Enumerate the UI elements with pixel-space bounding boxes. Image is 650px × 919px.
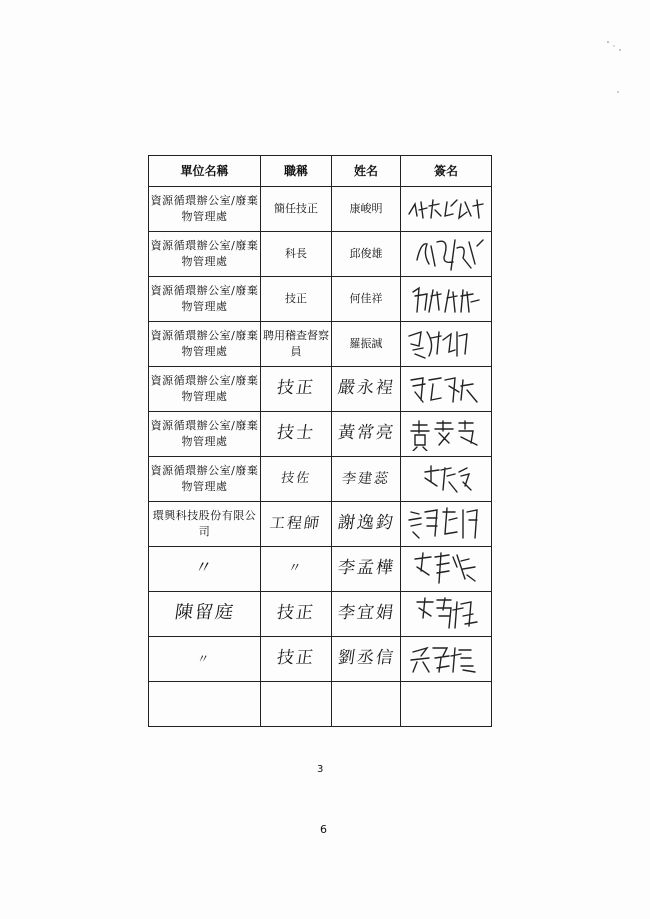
table-header-row — [149, 156, 492, 187]
signature-cell — [401, 682, 492, 727]
name-cell — [332, 412, 401, 457]
name-cell — [332, 502, 401, 547]
unit-cell: 資源循環辦公室/廢棄物管理處 — [149, 277, 261, 322]
handwritten-title: 技士 — [275, 423, 317, 443]
title-cell — [261, 637, 332, 682]
signature-cell — [401, 367, 492, 412]
header-title: 職稱 — [261, 156, 332, 187]
handwritten-name: 謝逸鈞 — [336, 513, 396, 533]
signature-cell — [401, 457, 492, 502]
unit-cell — [149, 682, 261, 727]
handwritten-signature — [405, 549, 487, 589]
unit-cell: 資源循環辦公室/廢棄物管理處 — [149, 322, 261, 367]
handwritten-title: 技佐 — [280, 471, 313, 486]
signature-table — [148, 155, 492, 727]
handwritten-ditto-mark: 〃 — [287, 561, 305, 576]
unit-cell: 資源循環辦公室/廢棄物管理處 — [149, 412, 261, 457]
name-cell — [332, 457, 401, 502]
name-cell — [332, 367, 401, 412]
title-cell: 簡任技正 — [261, 187, 332, 232]
title-cell — [261, 457, 332, 502]
handwritten-name: 李建蕊 — [340, 470, 392, 487]
scan-specks — [600, 40, 640, 100]
header-name: 姓名 — [332, 156, 401, 187]
signature-cell — [401, 547, 492, 592]
signature-cell — [401, 637, 492, 682]
table-row — [149, 547, 492, 592]
signature-cell — [401, 592, 492, 637]
handwritten-name: 黃常亮 — [336, 423, 396, 443]
title-cell — [261, 502, 332, 547]
name-cell: 何佳祥 — [332, 277, 401, 322]
handwritten-name: 劉丞信 — [336, 648, 396, 668]
table-row — [149, 322, 492, 367]
handwritten-signature — [405, 417, 487, 451]
title-cell — [261, 367, 332, 412]
handwritten-ditto-mark: 〃 — [193, 558, 216, 578]
handwritten-signature — [405, 192, 487, 226]
table-row — [149, 502, 492, 547]
unit-cell — [149, 547, 261, 592]
title-cell — [261, 592, 332, 637]
handwritten-signature — [405, 372, 487, 406]
title-cell: 科長 — [261, 232, 332, 277]
table-row — [149, 412, 492, 457]
title-cell: 聘用稽查督察員 — [261, 322, 332, 367]
name-cell: 康峻明 — [332, 187, 401, 232]
handwritten-title: 工程師 — [269, 514, 323, 532]
handwritten-signature — [405, 504, 487, 544]
handwritten-ditto-mark: 〃 — [196, 651, 213, 666]
handwritten-name: 嚴永裎 — [336, 378, 396, 398]
signature-cell — [401, 412, 492, 457]
handwritten-title: 技正 — [275, 603, 317, 623]
table-row — [149, 232, 492, 277]
signature-cell — [401, 187, 492, 232]
unit-cell: 資源循環辦公室/廢棄物管理處 — [149, 187, 261, 232]
header-signature: 簽名 — [401, 156, 492, 187]
inner-page-number: 3 — [317, 764, 324, 775]
signature-cell — [401, 277, 492, 322]
unit-cell: 環興科技股份有限公司 — [149, 502, 261, 547]
table-row — [149, 682, 492, 727]
handwritten-name: 李孟樺 — [336, 558, 396, 578]
handwritten-title: 技正 — [275, 648, 317, 668]
unit-cell: 資源循環辦公室/廢棄物管理處 — [149, 457, 261, 502]
outer-page-number: 6 — [320, 823, 327, 836]
signature-cell — [401, 232, 492, 277]
handwritten-signature — [405, 234, 487, 274]
name-cell — [332, 592, 401, 637]
table-row — [149, 277, 492, 322]
signature-cell — [401, 502, 492, 547]
name-cell: 邱俊雄 — [332, 232, 401, 277]
header-unit: 單位名稱 — [149, 156, 261, 187]
handwritten-signature — [405, 594, 487, 634]
table-row — [149, 187, 492, 232]
table-row — [149, 592, 492, 637]
handwritten-name: 李宜娟 — [336, 603, 396, 623]
unit-cell — [149, 592, 261, 637]
unit-cell — [149, 637, 261, 682]
handwritten-signature — [405, 324, 487, 364]
title-cell: 技正 — [261, 277, 332, 322]
handwritten-unit: 陳留庭 — [173, 602, 237, 623]
name-cell — [332, 682, 401, 727]
name-cell — [332, 547, 401, 592]
table-row — [149, 457, 492, 502]
handwritten-signature — [405, 282, 487, 316]
title-cell — [261, 682, 332, 727]
unit-cell: 資源循環辦公室/廢棄物管理處 — [149, 232, 261, 277]
handwritten-signature — [405, 462, 487, 496]
handwritten-signature — [405, 642, 487, 676]
title-cell — [261, 547, 332, 592]
table-row — [149, 637, 492, 682]
table-row — [149, 367, 492, 412]
handwritten-title: 技正 — [275, 378, 317, 398]
title-cell — [261, 412, 332, 457]
signature-cell — [401, 322, 492, 367]
name-cell — [332, 637, 401, 682]
name-cell: 羅振誠 — [332, 322, 401, 367]
unit-cell: 資源循環辦公室/廢棄物管理處 — [149, 367, 261, 412]
